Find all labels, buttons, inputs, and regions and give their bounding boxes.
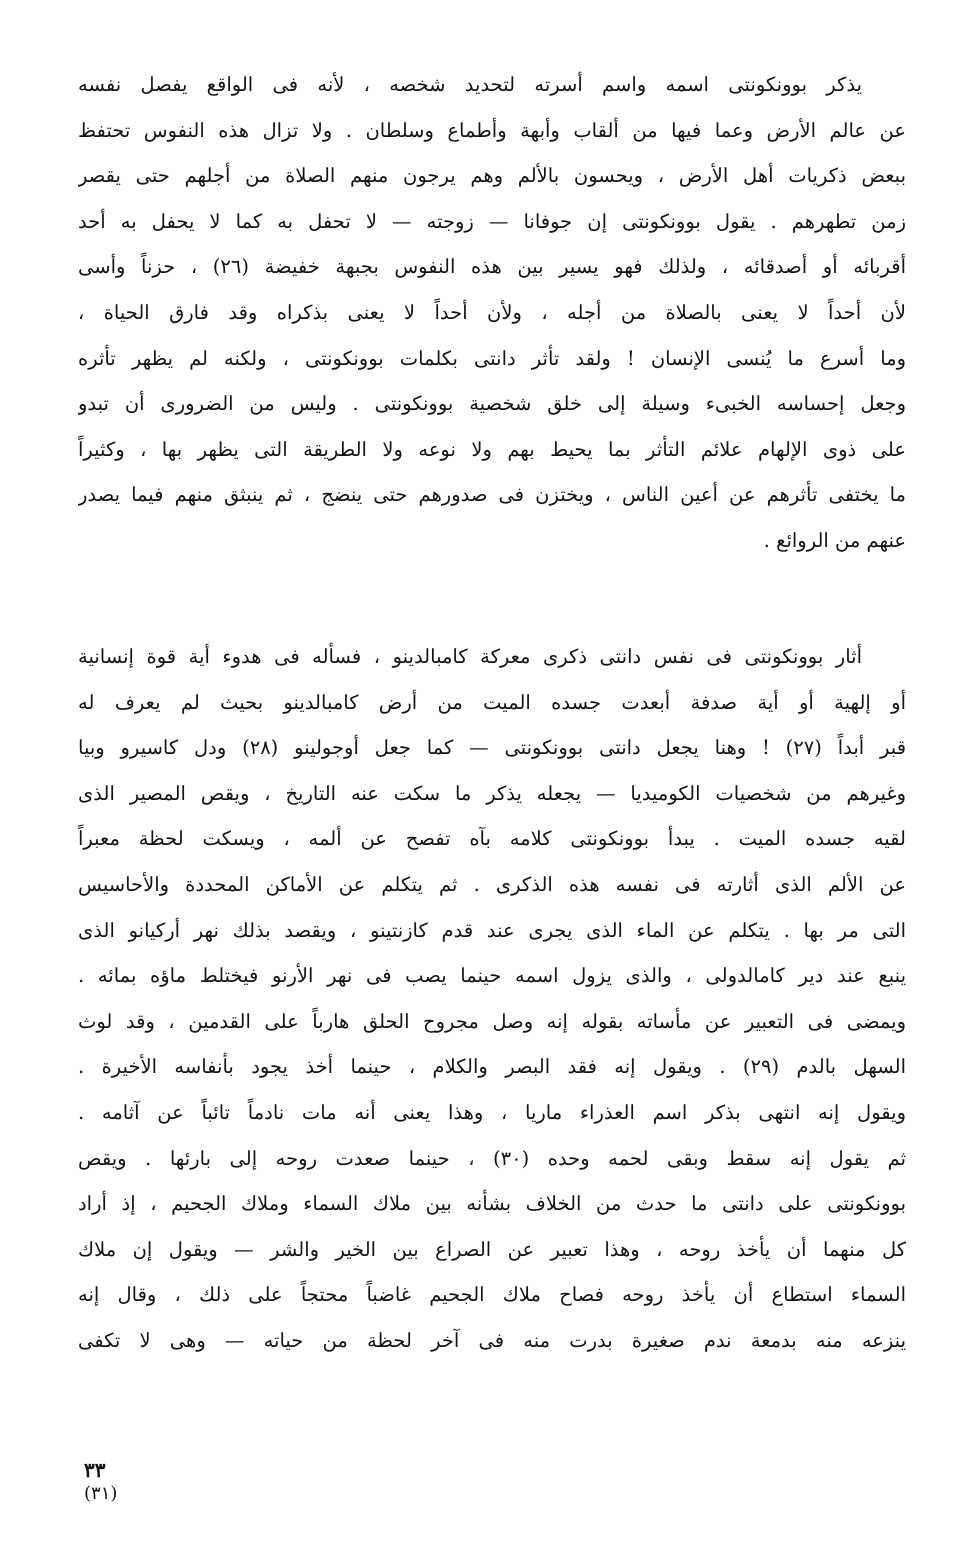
text-line: السماء استطاع أن يأخذ روحه فصاح ملاك الجحيم غاضباً محتجاً على ذلك ، وقال إنه	[78, 1283, 906, 1307]
paragraph-2	[78, 634, 906, 1364]
text-line: وغيرهم من شخصيات الكوميديا — يجعله يذكر ما سكت عنه التاريخ ، ويقص المصير الذى	[78, 781, 906, 805]
page-number	[84, 1458, 144, 1506]
text-line: أو إلهية أو أية صدفة أبعدت جسده الميت من أرض كامبالدينو بحيث لم يعرف له	[78, 690, 906, 714]
page-number-secondary: (٣١)	[84, 1483, 118, 1504]
text-line: ببعض ذكريات أهل الأرض ، ويحسون بالألم وهم يرجون منهم الصلاة من أجلهم حتى يقصر	[78, 164, 906, 188]
text-line: وما أسرع ما يُنسى الإنسان ! ولقد تأثر دانتى بكلمات بوونكونتى ، ولكنه لم يظهر تأثره	[78, 346, 906, 370]
text-line: أقربائه أو أصدقائه ، ولذلك فهو يسير بين هذه النفوس بجبهة خفيضة (٢٦) ، حزناً وأسى	[78, 255, 906, 279]
text-line: على ذوى الإلهام علائم التأثر بما يحيط بهم ولا نوعه ولا الطريقة التى يظهر بها ، وكثيراً	[78, 437, 906, 461]
text-line: السهل بالدم (٢٩) . ويقول إنه فقد البصر والكلام ، حينما أخذ يجود بأنفاسه الأخيرة .	[78, 1055, 906, 1079]
text-line: زمن تطهرهم . يقول بوونكونتى إن جوفانا — زوجته — لا تحفل به كما لا يحفل به أحد	[78, 209, 906, 233]
text-line: ويمضى فى التعبير عن مأساته بقوله إنه وصل مجروح الحلق هارباً على القدمين ، وقد لوث	[78, 1009, 906, 1033]
text-line: ينبع عند دير كامالدولى ، والذى يزول اسمه حينما يصب فى نهر الأرنو فيختلط ماؤه بمائه .	[78, 964, 906, 988]
text-line: أثار بوونكونتى فى نفس دانتى ذكرى معركة كامبالدينو ، فسأله فى هدوء أية قوة إنسانية	[78, 645, 862, 668]
text-line: لأن أحداً لا يعنى بالصلاة من أجله ، ولأن أحداً لا يعنى بذكراه وقد فارق الحياة ،	[78, 300, 906, 324]
text-line: وجعل إحساسه الخبىء وسيلة إلى خلق شخصية بوونكونتى . وليس من الضرورى أن تبدو	[78, 392, 906, 416]
text-line: بوونكونتى على دانتى ما حدث من الخلاف بشأنه بين ملاك السماء وملاك الجحيم ، إذ أراد	[78, 1192, 906, 1216]
text-line: عن عالم الأرض وعما فيها من ألقاب وأبهة وأطماع وسلطان . ولا تزال هذه النفوس تحتفظ	[78, 118, 906, 142]
text-line: يذكر بوونكونتى اسمه واسم أسرته لتحديد شخصه ، لأنه فى الواقع يفصل نفسه	[78, 73, 862, 96]
text-line: قبر أبداً (٢٧) ! وهنا يجعل دانتى بوونكونتى — كما جعل أوجولينو (٢٨) ودل كاسيرو وبيا	[78, 736, 906, 760]
text-line: لقيه جسده الميت . يبدأ بوونكونتى كلامه بآه تفصح عن ألمه ، ويسكت لحظة معبراً	[78, 827, 906, 851]
text-line: عنهم من الروائع .	[763, 528, 906, 552]
text-line: ما يختفى تأثرهم عن أعين الناس ، ويختزن فى صدورهم حتى ينضج ، ثم ينبثق منهم فيما يصدر	[78, 483, 906, 507]
text-line: كل منهما أن يأخذ روحه ، وهذا تعبير عن الصراع بين الخير والشر — ويقول إن ملاك	[78, 1237, 906, 1261]
paragraph-1	[78, 62, 906, 564]
text-line: ينزعه منه بدمعة ندم صغيرة بدرت منه فى آخر لحظة من حياته — وهى لا تكفى	[78, 1328, 906, 1352]
text-line: ويقول إنه انتهى بذكر اسم العذراء ماريا ، وهذا يعنى أنه مات نادماً تائباً عن آثامه .	[78, 1100, 906, 1124]
text-line: التى مر بها . يتكلم عن الماء الذى يجرى عند قدم كازنتينو ، ويقصد بذلك نهر أركيانو الذى	[78, 918, 906, 942]
text-line: عن الألم الذى أثارته فى نفسه هذه الذكرى . ثم يتكلم عن الأماكن المحددة والأحاسيس	[78, 872, 906, 896]
text-line: ثم يقول إنه سقط وبقى لحمه وحده (٣٠) ، حينما صعدت روحه إلى بارئها . ويقص	[78, 1146, 906, 1170]
page-number-main: ٣٣	[84, 1458, 106, 1482]
